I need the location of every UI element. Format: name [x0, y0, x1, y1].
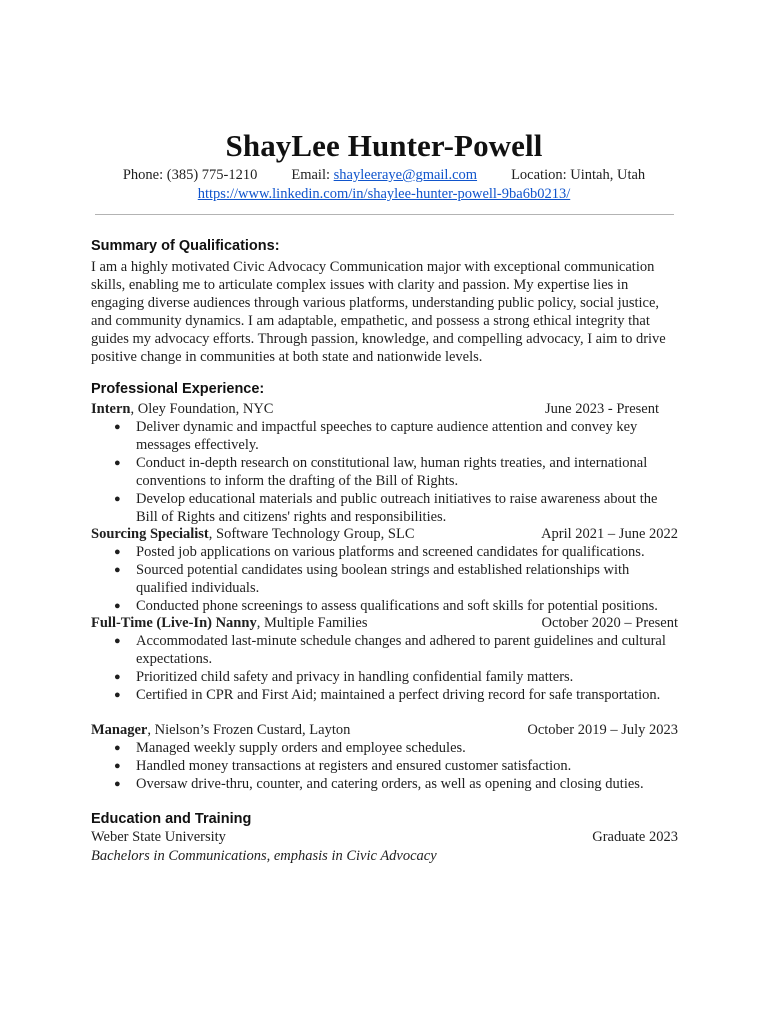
list-item — [91, 561, 678, 597]
bullet-text: Conducted phone screenings to assess qualifications and soft skills for potential positions. — [136, 598, 658, 614]
bullet-icon: ● — [114, 421, 121, 433]
degree: Bachelors in Communications, emphasis in Civic Advocacy — [91, 848, 437, 864]
job-bullets — [91, 739, 678, 793]
bullet-icon: ● — [114, 760, 121, 772]
email-link[interactable]: shayleeraye@gmail.com — [333, 167, 478, 183]
phone: Phone: (385) 775-1210 — [122, 167, 258, 183]
bullet-text: Certified in CPR and First Aid; maintained a perfect driving record for safe transportation. — [136, 687, 661, 703]
job-entry-intern — [91, 400, 678, 526]
bullet-text: Handled money transactions at registers and ensured customer satisfaction. — [136, 758, 572, 774]
list-item — [91, 668, 678, 686]
bullet-icon: ● — [114, 493, 121, 505]
job-dates: October 2020 – Present — [541, 615, 678, 631]
list-item — [91, 543, 678, 561]
bullet-icon: ● — [114, 671, 121, 683]
job-header — [91, 525, 678, 543]
bullet-icon: ● — [114, 564, 121, 576]
bullet-icon: ● — [114, 546, 121, 558]
bullet-text: Managed weekly supply orders and employee schedules. — [136, 740, 466, 756]
list-item — [91, 632, 678, 668]
list-item — [91, 454, 678, 490]
applicant-name: ShayLee Hunter-Powell — [225, 128, 543, 163]
job-title: Manager — [91, 722, 148, 738]
bullet-icon: ● — [114, 689, 121, 701]
job-header — [91, 721, 678, 739]
bullet-text: Deliver dynamic and impactful speeches to capture audience attention and convey key messages effectively. — [136, 419, 638, 453]
list-item — [91, 597, 678, 615]
job-dates: April 2021 – June 2022 — [541, 526, 678, 542]
bullet-icon: ● — [114, 778, 121, 790]
list-item — [91, 757, 678, 775]
job-dates: June 2023 - Present — [545, 401, 659, 417]
graduation-status: Graduate 2023 — [592, 829, 678, 845]
job-title: Full-Time (Live-In) Nanny — [91, 615, 257, 631]
email-label: Email: — [291, 167, 334, 183]
bullet-text: Posted job applications on various platforms and screened candidates for qualifications. — [136, 544, 645, 560]
job-bullets — [91, 543, 678, 615]
list-item — [91, 775, 678, 793]
bullet-text: Accommodated last-minute schedule changes and adhered to parent guidelines and cultural expectations. — [136, 633, 666, 667]
list-item — [91, 418, 678, 454]
school-name: Weber State University — [91, 829, 226, 845]
job-header — [91, 400, 678, 418]
bullet-text: Oversaw drive-thru, counter, and catering orders, as well as opening and closing duties. — [136, 776, 644, 792]
job-entry-sourcing-specialist — [91, 525, 678, 615]
summary-heading: Summary of Qualifications: — [91, 238, 280, 254]
bullet-icon: ● — [114, 600, 121, 612]
job-org: , Software Technology Group, SLC — [208, 526, 415, 542]
job-bullets — [91, 418, 678, 526]
list-item — [91, 490, 678, 526]
list-item — [91, 686, 678, 704]
job-title: Intern — [91, 401, 131, 417]
list-item — [91, 739, 678, 757]
bullet-text: Sourced potential candidates using boolean strings and established relationships with qualified individuals. — [136, 562, 630, 596]
job-bullets — [91, 632, 678, 704]
bullet-icon: ● — [114, 635, 121, 647]
job-title: Sourcing Specialist — [91, 526, 209, 542]
education-heading: Education and Training — [91, 811, 252, 827]
job-org: , Nielson’s Frozen Custard, Layton — [147, 722, 351, 738]
bullet-text: Prioritized child safety and privacy in handling confidential family matters. — [136, 669, 574, 685]
job-org: , Multiple Families — [256, 615, 368, 631]
job-dates: October 2019 – July 2023 — [527, 722, 678, 738]
header-divider — [95, 214, 674, 215]
contact-line — [0, 167, 768, 184]
linkedin-line — [0, 186, 768, 203]
job-header — [91, 614, 678, 632]
location: Location: Uintah, Utah — [511, 167, 646, 183]
bullet-icon: ● — [114, 457, 121, 469]
job-org: , Oley Foundation, NYC — [130, 401, 274, 417]
summary-text: I am a highly motivated Civic Advocacy Communication major with exceptional communication skills, enabling me to articulate complex issues with clarity and passion. My expertise lies in engaging diverse audiences through various platforms, understanding public policy, social justice, and community dynamics. I am adaptable, empathetic, and possess a strong ethical integrity that guides my advocacy efforts. Through passion, knowledge, and compelling advocacy, I aim to drive positive change in communities at both state and nationwide levels. — [91, 259, 666, 365]
bullet-icon: ● — [114, 742, 121, 754]
job-entry-manager — [91, 721, 678, 793]
experience-heading: Professional Experience: — [91, 381, 265, 397]
linkedin-link[interactable]: https://www.linkedin.com/in/shaylee-hunter-powell-9ba6b0213/ — [197, 186, 571, 202]
education-row — [91, 828, 678, 846]
bullet-text: Develop educational materials and public outreach initiatives to raise awareness about the Bill of Rights and citizens' rights and responsibilities. — [136, 491, 658, 525]
job-entry-nanny — [91, 614, 678, 704]
bullet-text: Conduct in-depth research on constitutional law, human rights treaties, and international conventions to inform the drafting of the Bill of Rights. — [136, 455, 648, 489]
